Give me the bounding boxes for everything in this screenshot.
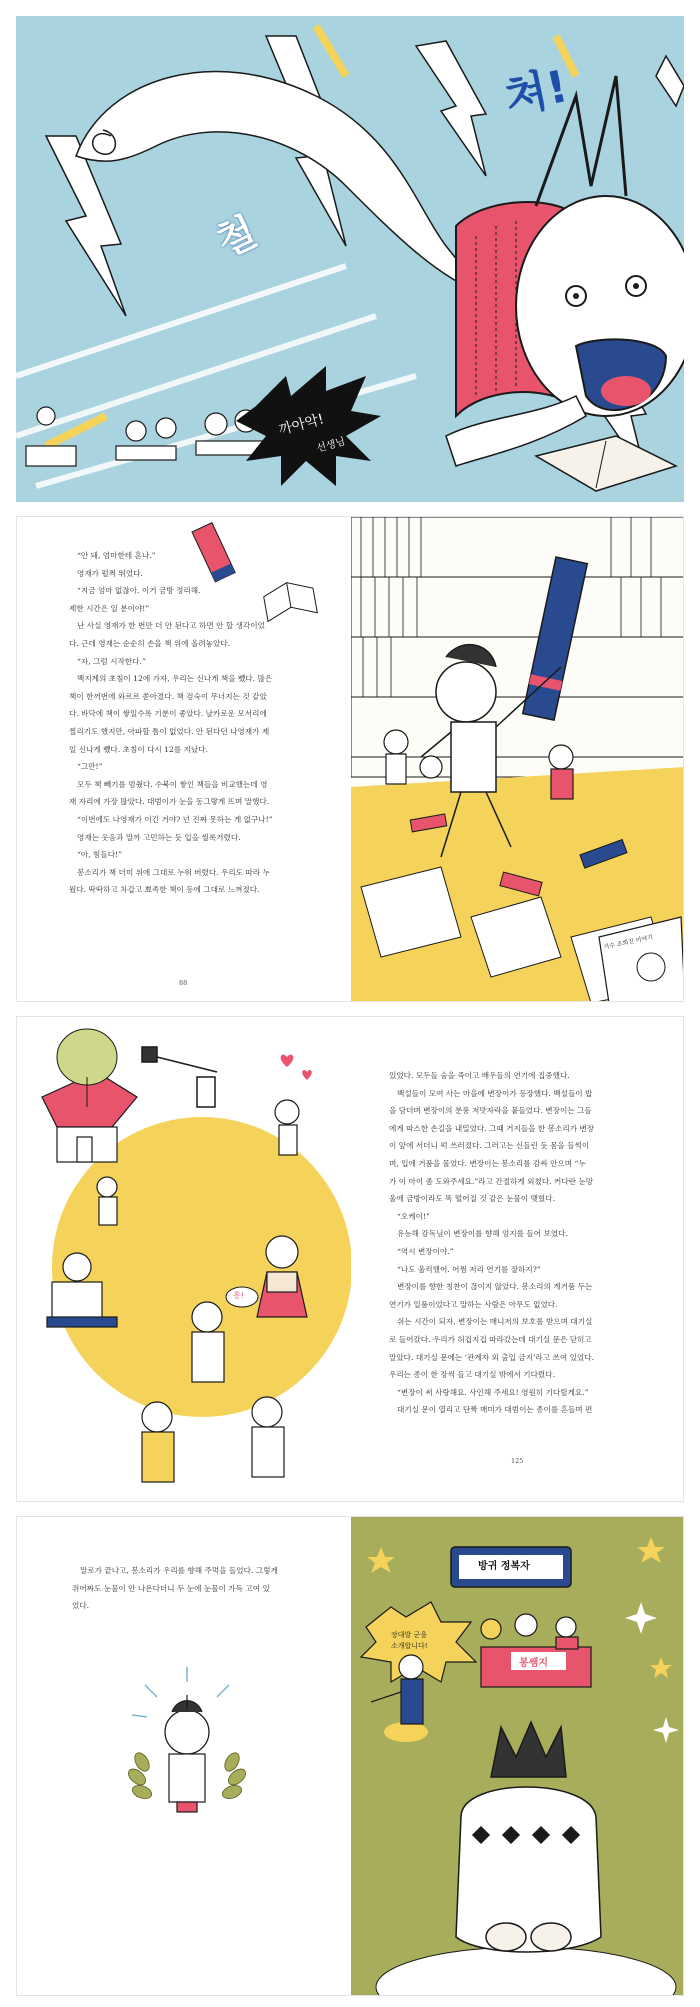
book-spines <box>361 517 661 697</box>
text-line: “오케이!” <box>397 1211 430 1221</box>
text-line: 쥐어짜도 눈물이 안 나온다더니 두 눈에 눈물이 가득 고여 있 <box>72 1583 270 1593</box>
text-line: “그만!” <box>77 762 103 772</box>
text-line: 울에 금방이라도 똑 떨어질 것 같은 눈물이 맺혔다. <box>389 1194 556 1204</box>
book-swoosh <box>76 72 486 296</box>
text-line: 다. 바닥에 책이 쌓일수록 기분이 좋았다. 날카로운 모서리에 <box>69 709 267 719</box>
text-line: 가 이 아이 좀 도와주세요.”라고 간절하게 외쳤다. 커다란 눈망 <box>389 1176 594 1186</box>
book-cover-title: 가수 조희진 이야기 <box>603 933 654 952</box>
text-line: 며, 입에 거품을 물었다. 변장이는 봉소리를 감싸 안으며 “누 <box>389 1158 586 1168</box>
blue-book <box>523 557 588 720</box>
bubble-text-2: 소개합니다! <box>391 1642 428 1650</box>
action-scene <box>16 16 684 502</box>
text-line: “나도 울컥했어. 어쩜 저리 연기를 잘하지?” <box>397 1264 541 1274</box>
text-line: 책이 한꺼번에 와르르 쏟아졌다. 책 검숙이 무너지는 것 같았 <box>69 691 267 701</box>
text-line: 다. 근데 영재는 순순히 손을 책 위에 올려놓았다. <box>69 638 231 648</box>
text-line: “자, 그럼 시작한다.” <box>77 656 146 666</box>
stage-illustration-page <box>351 1517 684 1995</box>
boy-back-view <box>456 1722 601 1952</box>
story-text-88 <box>69 547 329 899</box>
bubble-text-1: 장대발 군을 <box>391 1631 428 1639</box>
text-line: 유능해 감독님이 변장이를 향해 엄지를 들어 보였다. <box>397 1229 568 1239</box>
book-spread-3 <box>16 1016 684 1502</box>
burst-subtext: 선생님 <box>315 436 347 455</box>
text-line: “안 돼, 엄마한테 혼나.” <box>77 551 156 560</box>
film-set-scene <box>17 1017 351 1502</box>
text-line: 로 들어갔다. 우리가 허겁지겁 따라갔는데 대기실 문은 닫히고 <box>389 1334 592 1344</box>
text-page-left <box>17 1517 351 1995</box>
text-line: 이 앞에 서더니 퍽 쓰러졌다. 그러고는 신들린 듯 몸을 들썩이 <box>389 1141 590 1151</box>
text-line: 찔리기도 했지만, 아파할 틈이 없었다. 안 된다던 나영재가 제 <box>69 726 270 736</box>
text-line: “변장이 써 사랑해요. 사인해 주세요! 영원히 기다릴게요.” <box>397 1387 589 1397</box>
sfx-text-1: 쳐! <box>500 60 573 124</box>
page-number: 88 <box>179 979 188 987</box>
text-line: 일 신나게 뺐다. 초침이 다시 12를 지났다. <box>69 744 209 754</box>
text-page-125 <box>351 1017 684 1501</box>
stage-floor <box>376 1947 676 1996</box>
text-line: 었다. <box>72 1601 90 1611</box>
open-book-floor <box>536 436 676 491</box>
text-line: 웠다. 딱딱하고 차갑고 뾰족한 책이 등에 그대로 느껴졌다. <box>69 885 260 895</box>
text-line: “역시 변장이야.” <box>397 1246 454 1256</box>
library-mess <box>351 517 684 1002</box>
illustration-page-124 <box>17 1017 351 1501</box>
text-line: 대기실 문이 열리고 단짝 매미가 대범이는 종이를 흔들며 편 <box>397 1405 593 1415</box>
text-line: 난 사실 영재가 한 번만 더 안 된다고 하면 안 할 생각이었 <box>77 621 265 631</box>
illustration-page-89 <box>351 517 684 1001</box>
book-spread-2 <box>16 516 684 1002</box>
text-line: 백설들이 모여 사는 마을에 변장이가 등장했다. 백설들이 밥 <box>397 1088 593 1098</box>
sfx-text-2: 철 <box>209 208 265 267</box>
text-line: “아, 힘들다!” <box>77 850 122 860</box>
sign-title: 방귀 정복자 <box>478 1561 530 1572</box>
text-line: 말로가 끝나고, 봉소리가 우리를 향해 주먹을 들었다. 그렇게 <box>80 1566 278 1575</box>
text-line: 쉬는 시간이 되자, 변장이는 매니저의 보호를 받으며 대기실 <box>397 1317 593 1327</box>
crying-girl-award <box>17 1517 351 1996</box>
illustration-spread-1 <box>16 16 684 502</box>
burst-text: 까아악! <box>276 411 326 439</box>
page-number: 125 <box>511 1457 524 1465</box>
crying-girl <box>165 1695 209 1812</box>
text-line: 에게 따스한 손길을 내밀었다. 그때 거지들을 한 봉소리가 변장 <box>389 1123 595 1133</box>
text-line: 우리는 종이 한 장씩 들고 대기실 밖에서 기다렸다. <box>389 1370 556 1380</box>
sparkles <box>625 1602 679 1743</box>
text-line: 말았다. 대기실 문에는 ‘관계자 외 출입 금지’라고 쓰여 있었다. <box>389 1352 595 1362</box>
camera-boom <box>142 1047 217 1107</box>
text-line: 변장이를 향한 칭찬이 끊이지 않았다. 봉소리의 게거품 두는 <box>397 1282 593 1292</box>
text-page-88 <box>17 517 351 1001</box>
text-line: 재 자리에 가장 많았다. 대범이가 눈을 동그랗게 뜨며 말했다. <box>69 797 270 807</box>
book-spread-4 <box>16 1516 684 1996</box>
host-man <box>371 1655 428 1742</box>
text-line: 봉소리가 책 더미 위에 그대로 누워 버렸다. 우리도 따라 누 <box>77 867 270 877</box>
stage-scene <box>351 1517 684 1996</box>
text-line: 백지계의 초침이 12에 가자, 우리는 신나게 책을 뺐다. 많은 <box>77 674 273 684</box>
text-line: 모두 책 빼기를 멈췄다. 수북이 쌓인 책들을 비교했는데 영 <box>77 779 268 789</box>
text-line: 제한 시간은 일 분이야!” <box>69 603 150 613</box>
hearts <box>281 1055 312 1080</box>
story-text-125 <box>389 1067 651 1419</box>
text-line: 영재가 펄쩍 뛰었다. <box>77 568 143 578</box>
text-line: 있었다. 모두들 숨을 죽이고 배우들의 연기에 집중했다. <box>389 1071 570 1080</box>
text-line: 연기가 일품이었다고 말하는 사람은 아무도 없었다. <box>389 1299 558 1309</box>
judges <box>481 1614 578 1649</box>
speech-text: 흥! <box>233 1291 244 1300</box>
text-line: “지금 엄마 없잖아. 이거 금방 정리해. <box>77 586 201 596</box>
text-line: 영재는 웃음과 말까 고민하는 듯 입을 씰룩거렸다. <box>77 832 241 842</box>
desk-label: 봉쌤지 <box>519 1658 548 1669</box>
text-line: 을 담더며 변장이의 분풍 저맛자락을 붙들었다. 변장이는 그들 <box>389 1106 592 1116</box>
text-line: “이번에도 나영재가 이긴 거야? 넌 진짜 못하는 게 없구나!” <box>77 814 273 824</box>
